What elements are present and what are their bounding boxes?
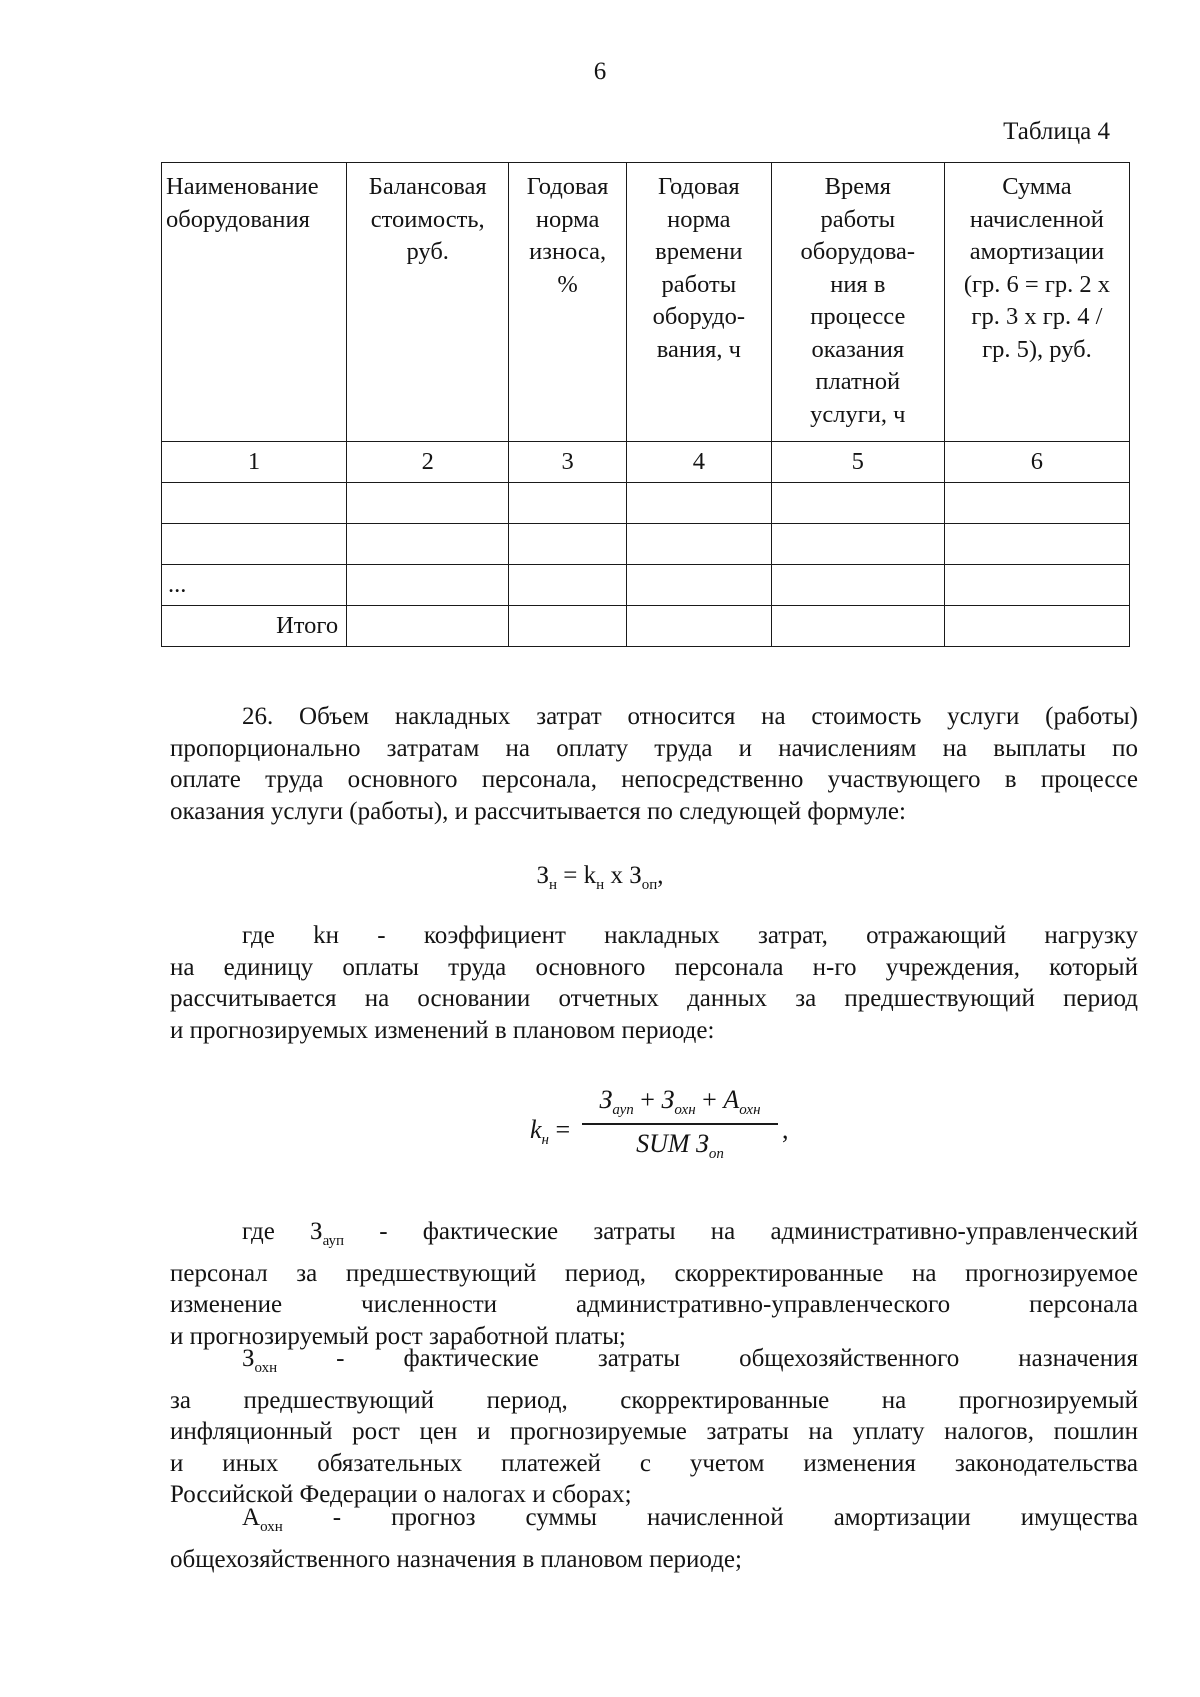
table-row bbox=[162, 483, 1130, 524]
definition-zohn: $З_{охн}$ - фактические затраты общехозяйственного назначения за предшествующий период, скорректированные на прогнозируемый инфляционный рост цен и прогнозируемые затраты на уплату налогов, пошлин и иных обязательных платежей с учетом изменения законодательства Российской Федерации о налогах и сборах; bbox=[170, 1345, 1138, 1508]
table-cell bbox=[944, 524, 1129, 565]
table-cell bbox=[771, 524, 944, 565]
fraction-bar bbox=[582, 1123, 778, 1125]
table-row bbox=[162, 524, 1130, 565]
kn-formula-lhs: $k_н$ = bbox=[530, 1115, 571, 1149]
kn-denominator: SUM $З_{оп}$ bbox=[636, 1128, 724, 1162]
overhead-formula: $З_н = k_н$ x $З_{оп}$, bbox=[536, 862, 664, 893]
col-number: 2 bbox=[347, 442, 509, 483]
kn-numerator: $З_{ауп} + З_{охн} + A_{охн}$ bbox=[599, 1085, 761, 1119]
header-wear-rate: Годовая норма износа, % bbox=[509, 163, 627, 442]
definition-zaup: где $З_{ауп}$ - фактические затраты на административно-управленческий персонал за предшествующий период, скорректированные на прогнозируемое изменение численности административно-управленческого персонала и прогнозируемый рост заработной платы; bbox=[170, 1218, 1138, 1350]
kn-fraction bbox=[582, 1085, 778, 1163]
header-balance-cost: Балансовая стоимость, руб. bbox=[347, 163, 509, 442]
col-number: 3 bbox=[509, 442, 627, 483]
header-equipment-name: Наименование оборудования bbox=[162, 163, 347, 442]
page-number: 6 bbox=[593, 58, 607, 85]
ellipsis-cell: ... bbox=[162, 565, 347, 606]
table-cell bbox=[509, 524, 627, 565]
header-service-hours: Время работы оборудова- ния в процессе оказания платной услуги, ч bbox=[771, 163, 944, 442]
paragraph-26: 26. Объем накладных затрат относится на стоимость услуги (работы) пропорционально затратам на оплату труда и начислениям на выплаты по оплате труда основного персонала, непосредственно участвующего в процессе оказания услуги (работы), и рассчитывается по следующей формуле: bbox=[170, 703, 1138, 825]
column-number-row bbox=[162, 442, 1130, 483]
table-cell bbox=[944, 565, 1129, 606]
table-cell bbox=[509, 483, 627, 524]
table-row bbox=[162, 565, 1130, 606]
header-depreciation-sum: Сумма начисленной амортизации (гр. 6 = гр. 2 x гр. 3 x гр. 4 / гр. 5), руб. bbox=[944, 163, 1129, 442]
col-number: 4 bbox=[626, 442, 771, 483]
table-cell bbox=[771, 565, 944, 606]
definition-aohn: $А_{охн}$ - прогноз суммы начисленной амортизации имущества общехозяйственного назначения в плановом периоде; bbox=[170, 1504, 1138, 1573]
table-cell bbox=[626, 483, 771, 524]
table-cell bbox=[162, 524, 347, 565]
col-number: 5 bbox=[771, 442, 944, 483]
table-cell bbox=[626, 565, 771, 606]
table-cell bbox=[944, 483, 1129, 524]
table-cell bbox=[347, 524, 509, 565]
table-cell bbox=[944, 606, 1129, 647]
total-row bbox=[162, 606, 1130, 647]
table-cell bbox=[347, 565, 509, 606]
total-label: Итого bbox=[162, 606, 347, 647]
header-annual-hours: Годовая норма времени работы оборудо- вания, ч bbox=[626, 163, 771, 442]
table-caption: Таблица 4 bbox=[1003, 118, 1110, 145]
col-number: 6 bbox=[944, 442, 1129, 483]
document-page: 6 Таблица 4 Наименование оборудования Балансовая стоимость, руб. Годовая норма износа, % Годовая норма времени работы оборудо- вания, ч Время работы оборудова- ния в процессе оказания платной услуги, ч Сумма начисленной амортизации (гр. 6 = гр. 2 x гр. 3 x гр. 4 / гр. 5), руб. 1 2 3 4 5 6 ... Итого 26. Объем накладных затрат относится на стоимость услуги (работы) пропорционально затратам на оплату труда и начислениям на выплаты по оплате труда основного персонала, непосредственно участвующего в процессе оказания услуги (работы), и рассчитывается по следующей формуле: $З_н = k_н$ x $З_{оп}$, где kн - коэффициент накладных затрат, отражающий нагрузку на единицу оплаты труда основного персонала н-го учреждения, который рассчитывается на основании отчетных данных за предшествующий период и прогнозируемых изменений в плановом периоде: $k_н$ = $З_{ауп} + З_{охн} + A_{охн}$ SUM $З_{оп}$ , где $З_{ауп}$ - фактические затраты на административно-управленческий персонал за предшествующий период, скорректированные на прогнозируемое изменение численности административно-управленческого персонала и прогнозируемый рост заработной платы; $З_{охн}$ - фактические затраты общехозяйственного назначения за предшествующий период, скорректированные на прогнозируемый инфляционный рост цен и прогнозируемые затраты на уплату налогов, пошлин и иных обязательных платежей с учетом изменения законодательства Российской Федерации о налогах и сборах; $А_{охн}$ - прогноз суммы начисленной амортизации имущества общехозяйственного назначения в плановом периоде; bbox=[0, 0, 1200, 1697]
table-cell bbox=[626, 524, 771, 565]
col-number: 1 bbox=[162, 442, 347, 483]
depreciation-table bbox=[161, 162, 1130, 647]
kn-definition: где kн - коэффициент накладных затрат, отражающий нагрузку на единицу оплаты труда основного персонала н-го учреждения, который рассчитывается на основании отчетных данных за предшествующий период и прогнозируемых изменений в плановом периоде: bbox=[170, 922, 1138, 1044]
table-cell bbox=[626, 606, 771, 647]
table-cell bbox=[771, 483, 944, 524]
table-cell bbox=[771, 606, 944, 647]
table-cell bbox=[162, 483, 347, 524]
table-cell bbox=[509, 606, 627, 647]
table-header-row bbox=[162, 163, 1130, 442]
table-cell bbox=[347, 483, 509, 524]
table-cell bbox=[347, 606, 509, 647]
table-cell bbox=[509, 565, 627, 606]
